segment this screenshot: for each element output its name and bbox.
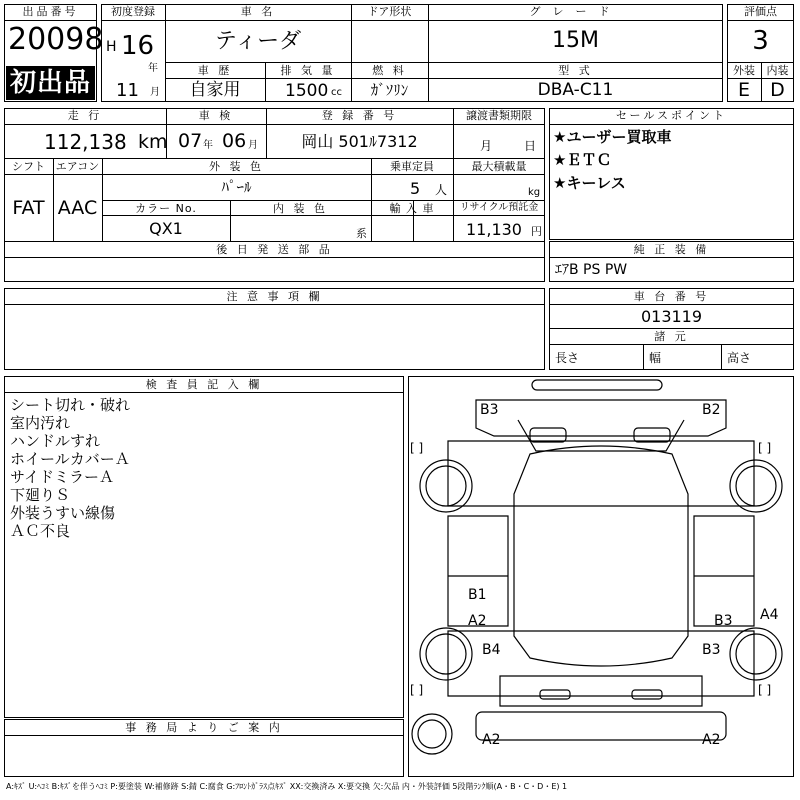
rear-body [448,631,754,696]
length-label: 長さ [555,351,580,365]
damage-mark: B4 [482,642,501,658]
right-doors [694,516,754,626]
sales-point: ★ＥＴＣ [553,151,612,169]
inspector-note: シート切れ・破れ [10,396,131,414]
trunk [500,676,702,706]
ac-label: エアコン [55,160,100,173]
sales-point: ★ユーザー買取車 [553,128,672,146]
interior-grade: D [770,79,785,101]
equipment-value: ｴｱB PS PW [555,262,628,278]
mileage-unit: km [138,131,168,153]
fuel-label: 燃 料 [372,64,407,77]
damage-mark: A2 [482,732,501,748]
damage-mark: B3 [702,642,721,658]
height-label: 高さ [727,351,752,365]
inspector-notes-list [10,396,130,540]
office-label: 事 務 局 よ り ご 案 内 [125,721,283,734]
left-doors [448,516,508,626]
damage-mark: A4 [760,607,779,623]
inspector-note: ホイールカバーＡ [10,450,130,468]
shift: FAT [12,197,45,219]
displacement-unit: cc [331,87,342,98]
later-parts-label: 後 日 発 送 部 品 [216,243,333,256]
sales-point: ★キーレス [553,174,626,192]
car-name: ティーダ [214,29,302,54]
mirror-bracket: [ ] [758,683,772,697]
mirror-bracket: [ ] [410,683,424,697]
mileage: 112,138 [44,130,127,154]
rear-light [632,690,662,699]
wheel-rear-right [730,628,782,680]
registration-month: 11 [116,80,139,101]
displacement-label: 排 気 量 [280,64,336,77]
exterior-color-label: 外 装 色 [209,160,264,173]
first-registration-label: 初度登録 [111,5,155,18]
width-label: 幅 [649,351,662,365]
transfer-deadline-label: 譲渡書類期限 [466,109,532,122]
mirror-bracket: [ ] [758,441,772,455]
door-label: ドア形状 [367,5,412,18]
transfer-month: 月 [480,139,493,153]
windshield-detail [530,428,566,442]
air-conditioner: AAC [57,197,98,219]
registration-number: 岡山 501ﾙ7312 [301,132,418,151]
history: 自家用 [189,80,241,100]
registration-year: 16 [121,31,155,61]
inspection-year: 07 [178,130,203,152]
grade-label: グレード [529,5,622,18]
car-name-label: 車 名 [240,5,276,18]
displacement: 1500 [285,81,329,101]
wheel-front-right [730,460,782,512]
fuel: ｶﾞｿﾘﾝ [370,81,409,99]
exterior-grade: E [737,79,750,101]
inspection-month-unit: 月 [248,140,258,151]
interior-color-label: 内 装 色 [273,202,328,215]
inspector-label: 検 査 員 記 入 欄 [145,378,263,391]
max-load-unit: kg [528,187,541,198]
notes-label: 注 意 事 項 欄 [226,290,323,303]
recycle-deposit-label: リサイクル預託金 [459,202,539,213]
inspector-note: 室内汚れ [10,414,71,432]
chassis-number-label: 車 台 番 号 [633,290,710,303]
exterior-color: ﾊﾟｰﾙ [221,178,252,196]
equipment-label: 純 正 装 備 [633,243,710,256]
rear-light [540,690,570,699]
lot-label: 出品番号 [22,5,79,18]
capacity: 5 [410,179,421,198]
wheel-front-left [420,460,472,512]
inspection-label: 車 検 [198,109,234,122]
first-listing-badge: 初出品 [6,66,95,100]
damage-mark: B3 [480,402,499,418]
model-label: 型 式 [558,64,593,77]
inspector-note: 外装うすい線傷 [10,504,116,522]
color-number-label: カラー No. [135,202,197,215]
recycle-deposit-unit: 円 [531,225,542,238]
damage-mark: B3 [714,613,733,629]
inspector-note: サイドミラーＡ [10,468,114,486]
front-bumper [532,380,662,390]
inspection-year-unit: 年 [203,140,213,151]
capacity-unit: 人 [435,183,448,197]
capacity-label: 乗車定員 [390,160,434,173]
score-label: 評価点 [744,5,777,18]
legend: A:ｷｽﾞ U:ﾍｺﾐ B:ｷｽﾞを伴うﾍｺﾐ P:要塗装 W:補修跡 S:錆 C:腐食 G:ﾌﾛﾝﾄｶﾞﾗｽ点ｷｽﾞ XX:交換済み X:要交換 欠:欠品 内・外装評価 5段階ﾗﾝｸ順(A・B・C・D・E) 1 [6,782,568,791]
windshield-detail [634,428,670,442]
spec-label: 諸 元 [654,330,689,343]
mirror-bracket: [ ] [410,441,424,455]
interior-grade-label: 内装 [766,64,789,77]
damage-mark: B2 [702,402,721,418]
month-unit: 月 [150,87,160,98]
shift-label: シフト [12,160,45,173]
registration-number-label: 登 録 番 号 [321,109,398,122]
exterior-grade-label: 外装 [733,64,755,77]
inspector-note: ＡＣ不良 [10,522,71,540]
inspector-note: 下廻りＳ [10,486,71,504]
roof [514,446,688,666]
wheel-rear-left [420,628,472,680]
damage-mark: B1 [468,587,487,603]
rear-bumper [476,712,726,740]
history-label: 車 歴 [197,64,233,77]
recycle-deposit: 11,130 [466,220,522,239]
score: 3 [752,26,769,56]
mileage-label: 走 行 [67,109,103,122]
chassis-number: 013119 [640,307,703,326]
sales-points-label: セールスポイント [615,109,727,122]
era: H [106,39,117,55]
car-diagram [408,376,794,777]
interior-color-unit: 系 [356,227,367,240]
grade: 15M [552,28,599,53]
inspection-month: 06 [222,130,247,152]
model: DBA-C11 [537,80,614,100]
inspector-note: ハンドルすれ [10,432,101,450]
damage-mark: A2 [468,613,487,629]
damage-mark: A2 [702,732,721,748]
year-unit: 年 [148,63,158,74]
max-load-label: 最大積載量 [471,160,527,173]
color-number: QX1 [149,219,183,238]
hood [476,400,726,436]
transfer-day: 日 [524,139,537,153]
import-label: 輸 入 車 [389,202,435,215]
lot-number: 20098 [8,22,104,57]
